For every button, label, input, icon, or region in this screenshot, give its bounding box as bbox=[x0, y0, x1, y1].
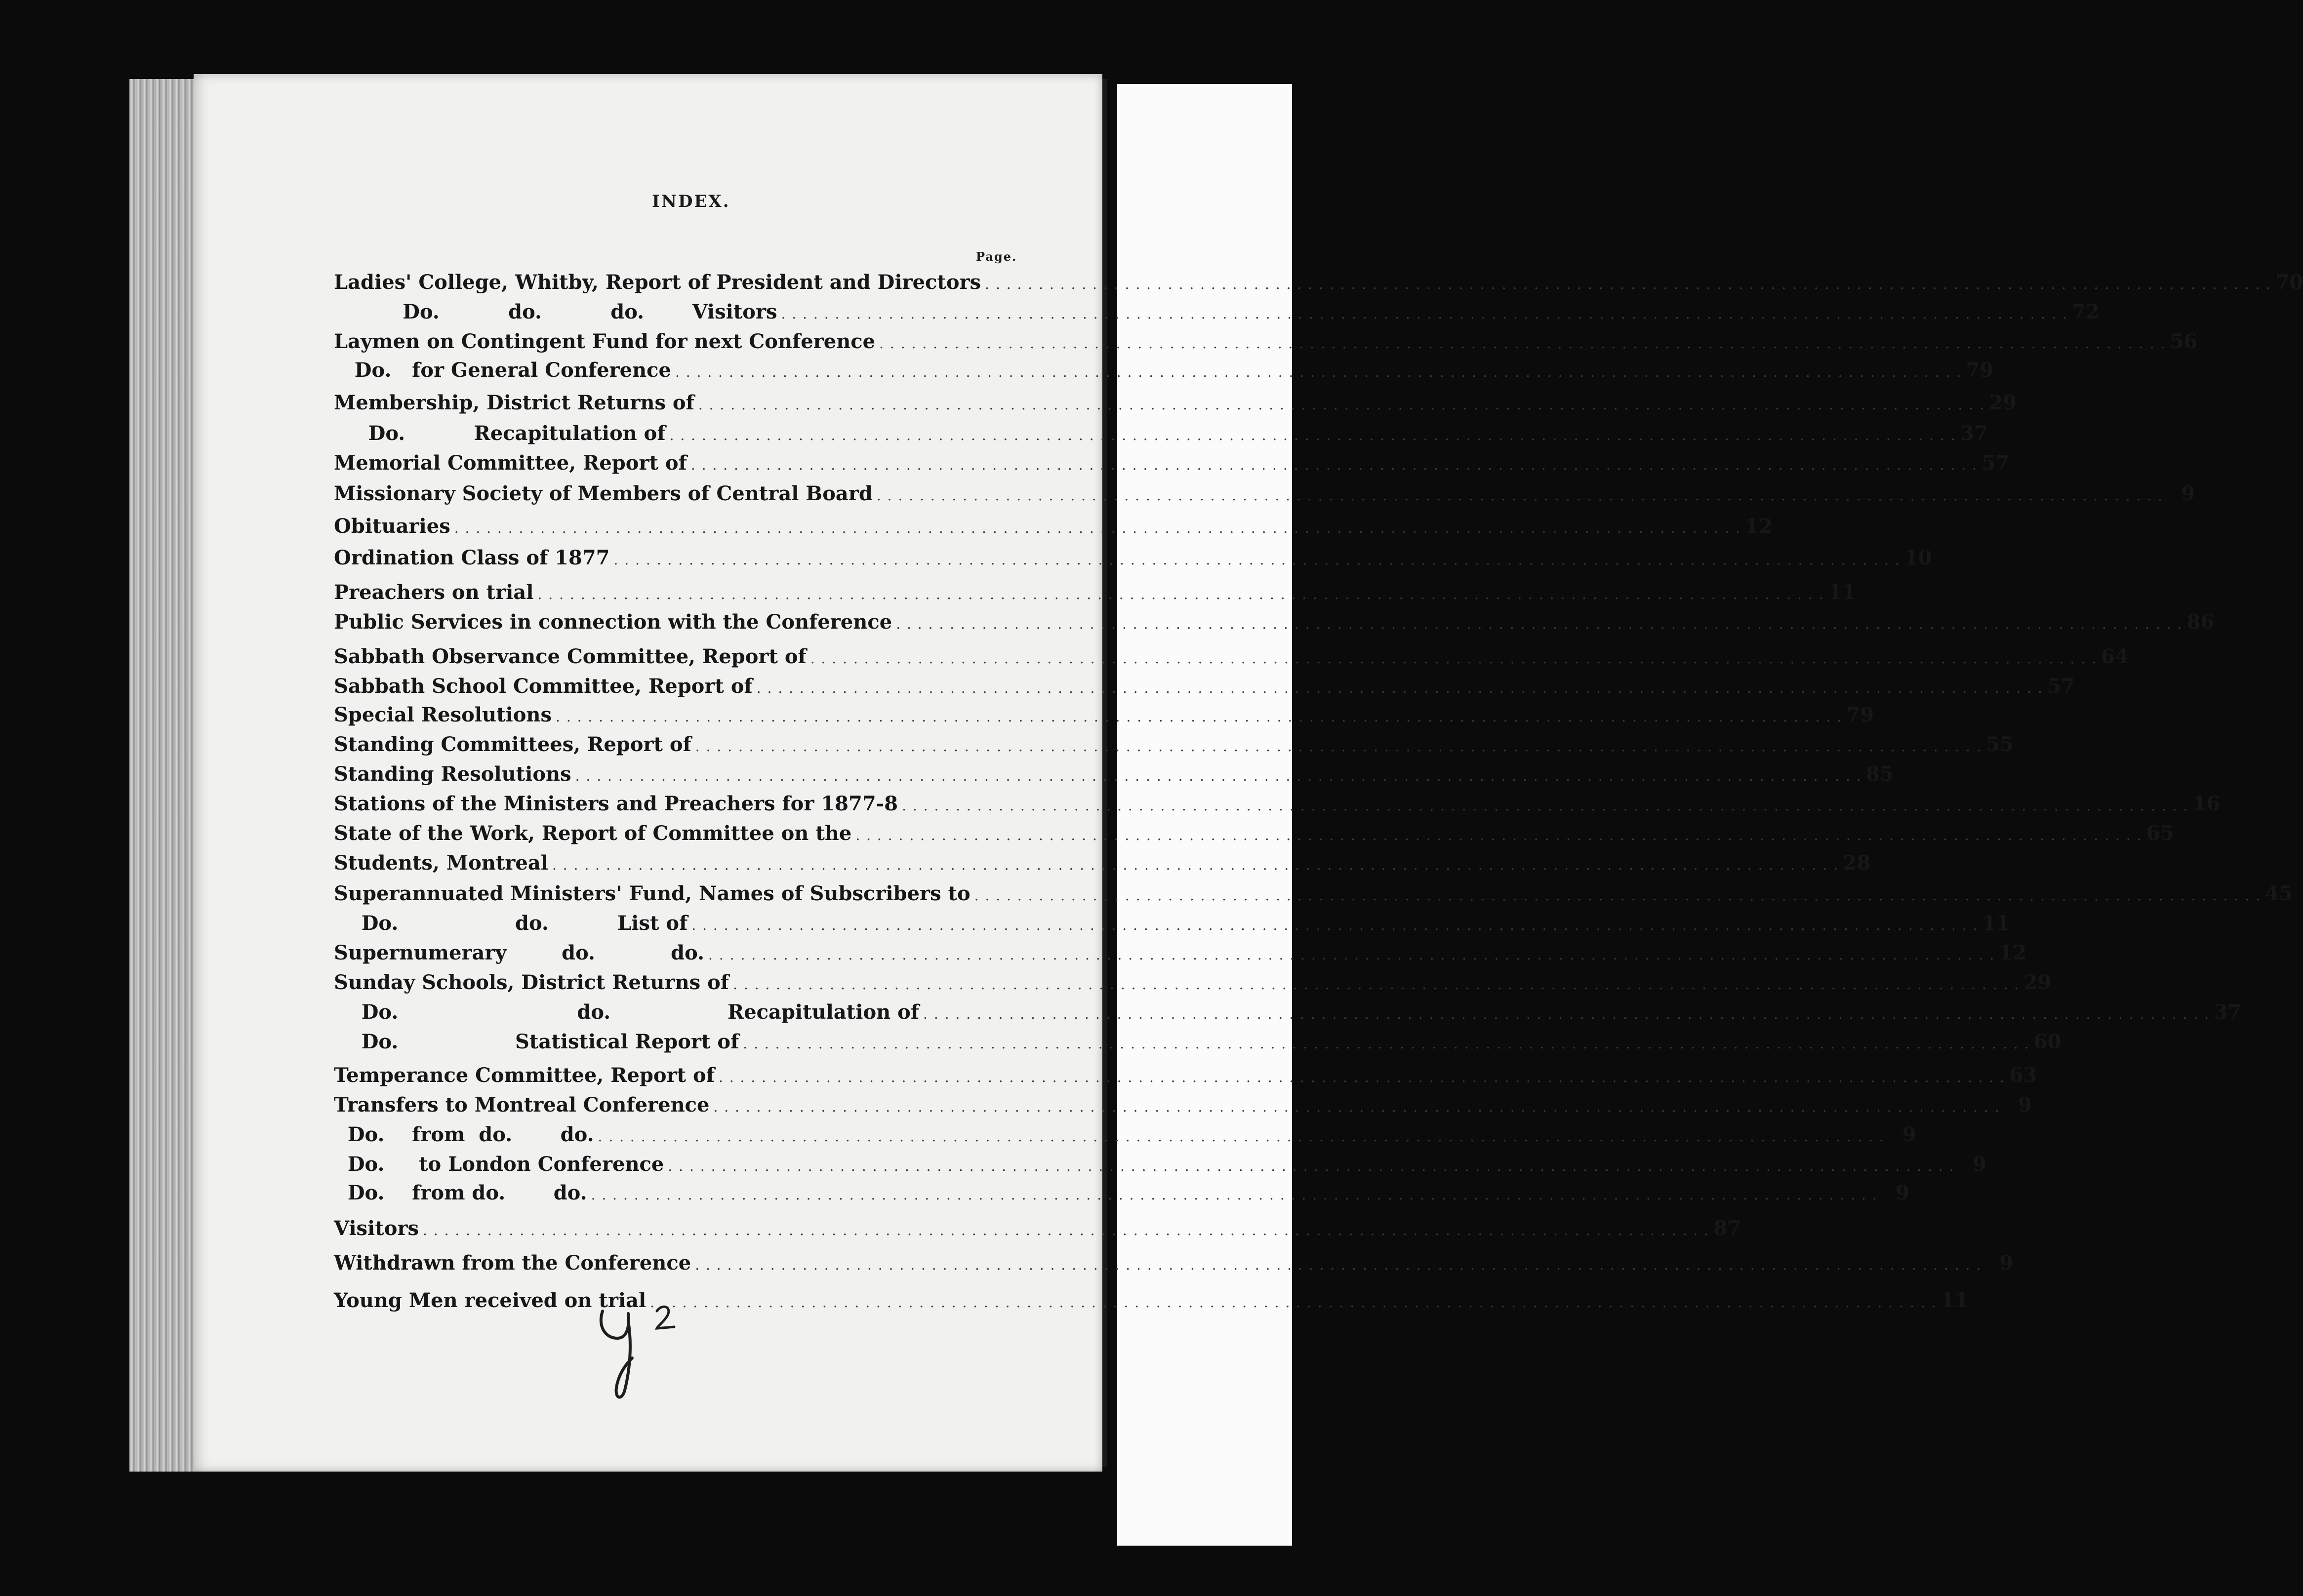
dot-leader: . . . . . . . . . . . . . . . . . . . . . . . . . . . . . . . . . . . . . . . . . . . . . . . . . . . . . . . . . . . . . . . . . . . . . . . . . . . . . . . . . . . . . . . . . . . . . . . . . . . . . . . . . . . . . . . . . . . . . . . . bbox=[923, 1006, 2210, 1022]
entry-text: Young Men received on trial bbox=[334, 1289, 646, 1312]
dot-leader: . . . . . . . . . . . . . . . . . . . . . . . . . . . . . . . . . . . . . . . . . . . . . . . . . . . . . . . . . . . . . . . . . . . . . . . . . . . . . . . . . . . . . . . . . . . . . . . . . . . . . . . . . . . . . . . . . . . . . . . . bbox=[695, 1257, 1982, 1273]
entry-page-number: 9 bbox=[1999, 1251, 2014, 1275]
index-entry bbox=[334, 1092, 2032, 1118]
dot-leader: . . . . . . . . . . . . . . . . . . . . . . . . . . . . . . . . . . . . . . . . . . . . . . . . . . . . . . . . . . . . . . . . . . . . . . . . . . . . . . . . . . . . . . . . . . . . . . . . . . . . . . . . . . . . . . . . . . . . . . . . bbox=[708, 947, 1995, 963]
dot-leader: . . . . . . . . . . . . . . . . . . . . . . . . . . . . . . . . . . . . . . . . . . . . . . . . . . . . . . . . . . . . . . . . . . . . . . . . . . . . . . . . . . . . . . . . . . . . . . . . . . . . . . . . . . . . . . . . . . . . . . . . bbox=[810, 650, 2097, 667]
index-entry bbox=[334, 791, 2221, 817]
entry-text: Missionary Society of Members of Central Board bbox=[334, 482, 873, 505]
index-entry bbox=[334, 970, 2052, 996]
dot-leader: . . . . . . . . . . . . . . . . . . . . . . . . . . . . . . . . . . . . . . . . . . . . . . . . . . . . . . . . . . . . . . . . . . . . . . . . . . . . . . . . . . . . . . . . . . . . . . . . . . . . . . . . . . . . . . . . . . . . . . . . bbox=[591, 1187, 1878, 1203]
index-entry bbox=[334, 1250, 2014, 1276]
entry-text: Do. do. List of bbox=[334, 912, 688, 935]
index-entry bbox=[334, 514, 1773, 539]
index-entry bbox=[334, 911, 2010, 936]
entry-text: Sabbath Observance Committee, Report of bbox=[334, 645, 807, 668]
entry-page-number: 57 bbox=[1981, 451, 2010, 475]
dot-leader: . . . . . . . . . . . . . . . . . . . . . . . . . . . . . . . . . . . . . . . . . . . . . . . . . . . . . . . . . . . . . . . . . . . . . . . . . . . . . . . . . . . . . . . . . . . . . . . . . . . . . . . . . . . . . . . . . . . . . . . . bbox=[613, 552, 1900, 568]
dot-leader: . . . . . . . . . . . . . . . . . . . . . . . . . . . . . . . . . . . . . . . . . . . . . . . . . . . . . . . . . . . . . . . . . . . . . . . . . . . . . . . . . . . . . . . . . . . . . . . . . . . . . . . . . . . . . . . . . . . . . . . . bbox=[985, 276, 2272, 292]
index-entry bbox=[334, 1216, 1741, 1241]
entry-page-number: 79 bbox=[1966, 359, 1994, 382]
index-title: INDEX. bbox=[652, 192, 730, 211]
dot-leader: . . . . . . . . . . . . . . . . . . . . . . . . . . . . . . . . . . . . . . . . . . . . . . . . . . . . . . . . . . . . . . . . . . . . . . . . . . . . . . . . . . . . . . . . . . . . . . . . . . . . . . . . . . . . . . . . . . . . . . . . bbox=[896, 616, 2183, 632]
dot-leader: . . . . . . . . . . . . . . . . . . . . . . . . . . . . . . . . . . . . . . . . . . . . . . . . . . . . . . . . . . . . . . . . . . . . . . . . . . . . . . . . . . . . . . . . . . . . . . . . . . . . . . . . . . . . . . . . . . . . . . . . bbox=[691, 917, 1979, 933]
entry-text: Do. Recapitulation of bbox=[334, 422, 666, 445]
entry-page-number: 85 bbox=[1866, 762, 1894, 786]
entry-text: Stations of the Ministers and Preachers for 1877-8 bbox=[334, 792, 898, 815]
index-entry bbox=[334, 450, 2010, 476]
index-entry bbox=[334, 1063, 2037, 1088]
entry-page-number: 37 bbox=[2214, 1000, 2242, 1024]
entry-page-number: 60 bbox=[2033, 1030, 2061, 1053]
dot-leader: . . . . . . . . . . . . . . . . . . . . . . . . . . . . . . . . . . . . . . . . . . . . . . . . . . . . . . . . . . . . . . . . . . . . . . . . . . . . . . . . . . . . . . . . . . . . . . . . . . . . . . . . . . . . . . . . . . . . . . . . bbox=[718, 1069, 2006, 1085]
index-entry bbox=[334, 270, 2303, 295]
entry-text: Do. Statistical Report of bbox=[334, 1030, 739, 1053]
entry-page-number: 12 bbox=[1745, 515, 1773, 538]
entry-page-number: 56 bbox=[2170, 330, 2198, 353]
dot-leader: . . . . . . . . . . . . . . . . . . . . . . . . . . . . . . . . . . . . . . . . . . . . . . . . . . . . . . . . . . . . . . . . . . . . . . . . . . . . . . . . . . . . . . . . . . . . . . . . . . . . . . . . . . . . . . . . . . . . . . . . bbox=[575, 768, 1862, 784]
index-entry bbox=[334, 481, 2195, 507]
entry-text: Superannuated Ministers' Fund, Names of Subscribers to bbox=[334, 882, 970, 905]
entry-page-number: 72 bbox=[2072, 300, 2100, 323]
entry-text: Standing Resolutions bbox=[334, 762, 571, 786]
entry-page-number: 9 bbox=[2181, 482, 2195, 505]
book-page-edges bbox=[129, 79, 194, 1472]
index-entry bbox=[334, 580, 1856, 605]
index-entry bbox=[334, 1152, 1986, 1177]
dot-leader: . . . . . . . . . . . . . . . . . . . . . . . . . . . . . . . . . . . . . . . . . . . . . . . . . . . . . . . . . . . . . . . . . . . . . . . . . . . . . . . . . . . . . . . . . . . . . . . . . . . . . . . . . . . . . . . . . . . . . . . . bbox=[698, 397, 1985, 413]
entry-page-number: 9 bbox=[2018, 1093, 2032, 1117]
entry-text: Special Resolutions bbox=[334, 703, 552, 726]
index-entry bbox=[334, 732, 2014, 758]
dot-leader: . . . . . . . . . . . . . . . . . . . . . . . . . . . . . . . . . . . . . . . . . . . . . . . . . . . . . . . . . . . . . . . . . . . . . . . . . . . . . . . . . . . . . . . . . . . . . . . . . . . . . . . . . . . . . . . . . . . . . . . . bbox=[855, 827, 2142, 843]
index-entry bbox=[334, 674, 2075, 699]
index-entry bbox=[334, 421, 1988, 446]
entry-page-number: 29 bbox=[1989, 391, 2017, 414]
index-entry bbox=[334, 999, 2242, 1025]
dot-leader: . . . . . . . . . . . . . . . . . . . . . . . . . . . . . . . . . . . . . . . . . . . . . . . . . . . . . . . . . . . . . . . . . . . . . . . . . . . . . . . . . . . . . . . . . . . . . . . . . . . . . . . . . . . . . . . . . . . . . . . . bbox=[668, 1158, 1955, 1174]
entry-page-number: 79 bbox=[1846, 703, 1874, 726]
entry-text: Sabbath School Committee, Report of bbox=[334, 675, 753, 698]
index-entry bbox=[334, 609, 2215, 635]
page-column-heading: Page. bbox=[976, 249, 1017, 264]
dot-leader: . . . . . . . . . . . . . . . . . . . . . . . . . . . . . . . . . . . . . . . . . . . . . . . . . . . . . . . . . . . . . . . . . . . . . . . . . . . . . . . . . . . . . . . . . . . . . . . . . . . . . . . . . . . . . . . . . . . . . . . . bbox=[690, 457, 1978, 473]
dot-leader: . . . . . . . . . . . . . . . . . . . . . . . . . . . . . . . . . . . . . . . . . . . . . . . . . . . . . . . . . . . . . . . . . . . . . . . . . . . . . . . . . . . . . . . . . . . . . . . . . . . . . . . . . . . . . . . . . . . . . . . . bbox=[695, 738, 1982, 755]
entry-text: Do. from do. do. bbox=[334, 1123, 594, 1146]
entry-text: Public Services in connection with the Conference bbox=[334, 610, 892, 634]
entry-page-number: 10 bbox=[1904, 546, 1932, 569]
entry-page-number: 45 bbox=[2265, 882, 2293, 905]
index-entry bbox=[334, 1029, 2061, 1055]
index-entry bbox=[334, 299, 2100, 325]
entry-page-number: 63 bbox=[2009, 1064, 2037, 1087]
entry-text: Supernumerary do. do. bbox=[334, 941, 705, 964]
index-entry bbox=[334, 702, 1874, 728]
entry-page-number: 28 bbox=[1843, 851, 1871, 875]
entry-text: Visitors bbox=[334, 1217, 419, 1240]
dot-leader: . . . . . . . . . . . . . . . . . . . . . . . . . . . . . . . . . . . . . . . . . . . . . . . . . . . . . . . . . . . . . . . . . . . . . . . . . . . . . . . . . . . . . . . . . . . . . . . . . . . . . . . . . . . . . . . . . . . . . . . . bbox=[556, 709, 1843, 725]
dot-leader: . . . . . . . . . . . . . . . . . . . . . . . . . . . . . . . . . . . . . . . . . . . . . . . . . . . . . . . . . . . . . . . . . . . . . . . . . . . . . . . . . . . . . . . . . . . . . . . . . . . . . . . . . . . . . . . . . . . . . . . . bbox=[876, 487, 2164, 504]
entry-text: Students, Montreal bbox=[334, 851, 548, 875]
entry-text: Withdrawn from the Conference bbox=[334, 1251, 691, 1275]
index-entry bbox=[334, 358, 1994, 383]
index-entry bbox=[334, 1180, 1909, 1206]
dot-leader: . . . . . . . . . . . . . . . . . . . . . . . . . . . . . . . . . . . . . . . . . . . . . . . . . . . . . . . . . . . . . . . . . . . . . . . . . . . . . . . . . . . . . . . . . . . . . . . . . . . . . . . . . . . . . . . . . . . . . . . . bbox=[902, 798, 2189, 814]
entry-text: Ordination Class of 1877 bbox=[334, 546, 610, 569]
entry-page-number: 11 bbox=[1982, 912, 2010, 935]
entry-page-number: 11 bbox=[1828, 581, 1856, 604]
entry-text: Laymen on Contingent Fund for next Conference bbox=[334, 330, 876, 353]
index-entry bbox=[334, 850, 1871, 876]
dot-leader: . . . . . . . . . . . . . . . . . . . . . . . . . . . . . . . . . . . . . . . . . . . . . . . . . . . . . . . . . . . . . . . . . . . . . . . . . . . . . . . . . . . . . . . . . . . . . . . . . . . . . . . . . . . . . . . . . . . . . . . . bbox=[650, 1294, 1937, 1311]
entry-page-number: 86 bbox=[2186, 610, 2215, 634]
entry-text: Do. for General Conference bbox=[334, 359, 671, 382]
entry-text: Obituaries bbox=[334, 515, 450, 538]
entry-page-number: 9 bbox=[1895, 1181, 1909, 1204]
entry-text: Do. from do. do. bbox=[334, 1181, 587, 1204]
entry-page-number: 57 bbox=[2047, 675, 2075, 698]
entry-text: Do. to London Conference bbox=[334, 1153, 664, 1176]
entry-text: State of the Work, Report of Committee on the bbox=[334, 822, 852, 845]
entry-page-number: 65 bbox=[2146, 822, 2174, 845]
index-entry bbox=[334, 390, 2017, 416]
dot-leader: . . . . . . . . . . . . . . . . . . . . . . . . . . . . . . . . . . . . . . . . . . . . . . . . . . . . . . . . . . . . . . . . . . . . . . . . . . . . . . . . . . . . . . . . . . . . . . . . . . . . . . . . . . . . . . . . . . . . . . . . bbox=[879, 335, 2166, 352]
entry-text: Ladies' College, Whitby, Report of President and Directors bbox=[334, 271, 981, 294]
index-entry bbox=[334, 881, 2293, 907]
dot-leader: . . . . . . . . . . . . . . . . . . . . . . . . . . . . . . . . . . . . . . . . . . . . . . . . . . . . . . . . . . . . . . . . . . . . . . . . . . . . . . . . . . . . . . . . . . . . . . . . . . . . . . . . . . . . . . . . . . . . . . . . bbox=[537, 586, 1824, 602]
entry-page-number: 9 bbox=[1902, 1123, 1916, 1146]
entry-page-number: 29 bbox=[2023, 971, 2052, 994]
entry-page-number: 9 bbox=[1972, 1153, 1986, 1176]
entry-text: Temperance Committee, Report of bbox=[334, 1064, 715, 1087]
entry-page-number: 70 bbox=[2275, 271, 2303, 294]
entry-text: Memorial Committee, Report of bbox=[334, 451, 687, 475]
entry-page-number: 64 bbox=[2101, 645, 2129, 668]
dot-leader: . . . . . . . . . . . . . . . . . . . . . . . . . . . . . . . . . . . . . . . . . . . . . . . . . . . . . . . . . . . . . . . . . . . . . . . . . . . . . . . . . . . . . . . . . . . . . . . . . . . . . . . . . . . . . . . . . . . . . . . . bbox=[733, 976, 2020, 993]
index-entry bbox=[334, 644, 2129, 670]
index-entry bbox=[334, 1122, 1916, 1148]
index-entry bbox=[334, 821, 2174, 846]
entry-page-number: 37 bbox=[1960, 422, 1988, 445]
dot-leader: . . . . . . . . . . . . . . . . . . . . . . . . . . . . . . . . . . . . . . . . . . . . . . . . . . . . . . . . . . . . . . . . . . . . . . . . . . . . . . . . . . . . . . . . . . . . . . . . . . . . . . . . . . . . . . . . . . . . . . . . bbox=[598, 1128, 1885, 1145]
dot-leader: . . . . . . . . . . . . . . . . . . . . . . . . . . . . . . . . . . . . . . . . . . . . . . . . . . . . . . . . . . . . . . . . . . . . . . . . . . . . . . . . . . . . . . . . . . . . . . . . . . . . . . . . . . . . . . . . . . . . . . . . bbox=[669, 427, 1956, 443]
handwritten-annotation bbox=[583, 1291, 691, 1405]
entry-page-number: 55 bbox=[1986, 733, 2014, 756]
dot-leader: . . . . . . . . . . . . . . . . . . . . . . . . . . . . . . . . . . . . . . . . . . . . . . . . . . . . . . . . . . . . . . . . . . . . . . . . . . . . . . . . . . . . . . . . . . . . . . . . . . . . . . . . . . . . . . . . . . . . . . . . bbox=[781, 306, 2068, 322]
dot-leader: . . . . . . . . . . . . . . . . . . . . . . . . . . . . . . . . . . . . . . . . . . . . . . . . . . . . . . . . . . . . . . . . . . . . . . . . . . . . . . . . . . . . . . . . . . . . . . . . . . . . . . . . . . . . . . . . . . . . . . . . bbox=[743, 1036, 2030, 1052]
entry-text: Membership, District Returns of bbox=[334, 391, 694, 414]
index-entry bbox=[334, 761, 1894, 787]
dot-leader: . . . . . . . . . . . . . . . . . . . . . . . . . . . . . . . . . . . . . . . . . . . . . . . . . . . . . . . . . . . . . . . . . . . . . . . . . . . . . . . . . . . . . . . . . . . . . . . . . . . . . . . . . . . . . . . . . . . . . . . . bbox=[756, 680, 2043, 696]
entry-page-number: 12 bbox=[1999, 941, 2027, 964]
index-entry bbox=[334, 545, 1932, 571]
dot-leader: . . . . . . . . . . . . . . . . . . . . . . . . . . . . . . . . . . . . . . . . . . . . . . . . . . . . . . . . . . . . . . . . . . . . . . . . . . . . . . . . . . . . . . . . . . . . . . . . . . . . . . . . . . . . . . . . . . . . . . . . bbox=[454, 520, 1741, 536]
dot-leader: . . . . . . . . . . . . . . . . . . . . . . . . . . . . . . . . . . . . . . . . . . . . . . . . . . . . . . . . . . . . . . . . . . . . . . . . . . . . . . . . . . . . . . . . . . . . . . . . . . . . . . . . . . . . . . . . . . . . . . . . bbox=[552, 857, 1839, 873]
dot-leader: . . . . . . . . . . . . . . . . . . . . . . . . . . . . . . . . . . . . . . . . . . . . . . . . . . . . . . . . . . . . . . . . . . . . . . . . . . . . . . . . . . . . . . . . . . . . . . . . . . . . . . . . . . . . . . . . . . . . . . . . bbox=[974, 887, 2261, 904]
entry-text: Transfers to Montreal Conference bbox=[334, 1093, 710, 1117]
entry-page-number: 87 bbox=[1713, 1217, 1741, 1240]
entry-page-number: 16 bbox=[2192, 792, 2221, 815]
index-entry bbox=[334, 329, 2198, 355]
entry-text: Preachers on trial bbox=[334, 581, 534, 604]
entry-text: Standing Committees, Report of bbox=[334, 733, 691, 756]
dot-leader: . . . . . . . . . . . . . . . . . . . . . . . . . . . . . . . . . . . . . . . . . . . . . . . . . . . . . . . . . . . . . . . . . . . . . . . . . . . . . . . . . . . . . . . . . . . . . . . . . . . . . . . . . . . . . . . . . . . . . . . . bbox=[423, 1222, 1710, 1238]
entry-text: Do. do. do. Visitors bbox=[334, 300, 777, 323]
index-entry bbox=[334, 940, 2027, 966]
dot-leader: . . . . . . . . . . . . . . . . . . . . . . . . . . . . . . . . . . . . . . . . . . . . . . . . . . . . . . . . . . . . . . . . . . . . . . . . . . . . . . . . . . . . . . . . . . . . . . . . . . . . . . . . . . . . . . . . . . . . . . . . bbox=[675, 364, 1962, 380]
entry-page-number: 11 bbox=[1940, 1289, 1969, 1312]
entry-text: Sunday Schools, District Returns of bbox=[334, 971, 729, 994]
entry-text: Do. do. Recapitulation of bbox=[334, 1000, 920, 1024]
dot-leader: . . . . . . . . . . . . . . . . . . . . . . . . . . . . . . . . . . . . . . . . . . . . . . . . . . . . . . . . . . . . . . . . . . . . . . . . . . . . . . . . . . . . . . . . . . . . . . . . . . . . . . . . . . . . . . . . . . . . . . . . bbox=[713, 1099, 2000, 1115]
